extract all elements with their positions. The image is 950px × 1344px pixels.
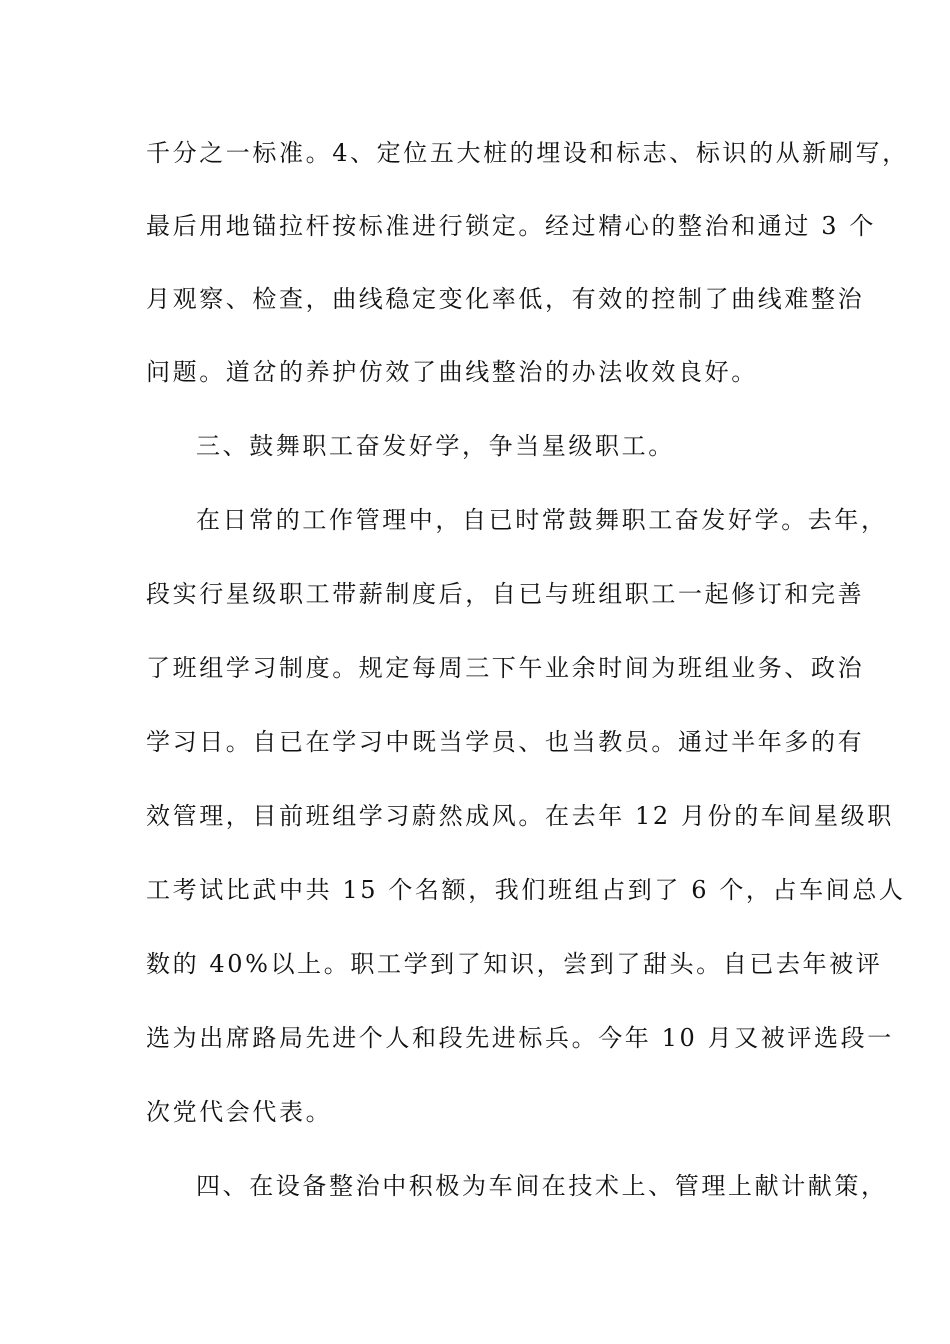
text-line-6: 在日常的工作管理中，自已时常鼓舞职工奋发好学。去年， [196, 506, 888, 534]
text-line-7: 段实行星级职工带薪制度后，自已与班组职工一起修订和完善 [146, 580, 865, 608]
text-line-10: 效管理，目前班组学习蔚然成风。在去年 12 月份的车间星级职 [146, 802, 894, 830]
text-line-13: 选为出席路局先进个人和段先进标兵。今年 10 月又被评选段一 [146, 1024, 894, 1052]
text-line-12: 数的 40%以上。职工学到了知识，尝到了甜头。自已去年被评 [146, 950, 883, 978]
text-line-11: 工考试比武中共 15 个名额，我们班组占到了 6 个，占车间总人 [146, 876, 906, 904]
section-heading-3: 三、鼓舞职工奋发好学，争当星级职工。 [196, 432, 675, 460]
text-line-9: 学习日。自已在学习中既当学员、也当教员。通过半年多的有 [146, 728, 865, 756]
text-line-8: 了班组学习制度。规定每周三下午业余时间为班组业务、政治 [146, 654, 865, 682]
text-line-4: 问题。道岔的养护仿效了曲线整治的办法收效良好。 [146, 358, 758, 386]
text-line-3: 月观察、检查，曲线稳定变化率低，有效的控制了曲线难整治 [146, 285, 865, 313]
text-line-2: 最后用地锚拉杆按标准进行锁定。经过精心的整治和通过 3 个 [146, 212, 876, 240]
section-heading-4: 四、在设备整治中积极为车间在技术上、管理上献计献策， [196, 1172, 888, 1200]
text-line-14: 次党代会代表。 [146, 1098, 333, 1126]
text-line-1: 千分之一标准。4、定位五大桩的埋设和标志、标识的从新刷写， [146, 139, 909, 167]
